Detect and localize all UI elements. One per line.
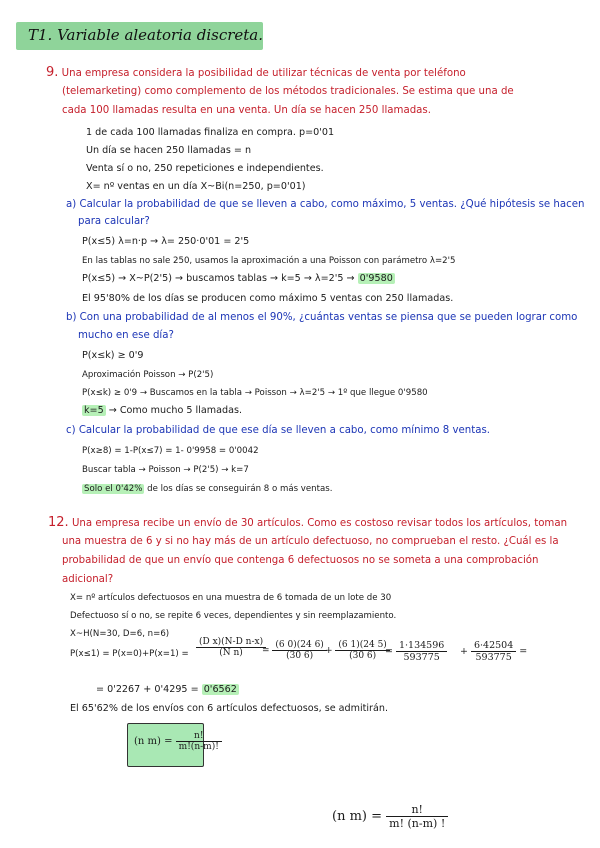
ex9-data-line: 1 de cada 100 llamadas finaliza en compra. p=0'01: [86, 127, 335, 138]
binomial-formula: (n m) = $\frac{n!}{m!(n-m)!}$: [134, 731, 222, 752]
ex9-c-work-line: P(x≥8) = 1-P(x≤7) = 1- 0'9958 = 0'0042: [82, 446, 259, 456]
ex9-a-question-line: para calcular?: [78, 216, 150, 227]
ex9-b-result-line: k=5 → Como mucho 5 llamadas.: [84, 405, 242, 416]
ex9-b-work-line: P(x≤k) ≥ 0'9 → Buscamos en la tabla → Poisson → λ=2'5 → 1º que llegue 0'9580: [82, 388, 428, 398]
ex9-b-question-line: mucho en ese día?: [78, 330, 174, 341]
ex12-result: 0'6562: [203, 684, 237, 695]
ex9-a-question: a) Calcular la probabilidad de que se lleven a cabo, como máximo, 5 ventas. ¿Qué hipótesis se hacen: [66, 199, 585, 210]
ex9-c-conclusion-line: Solo el 0'42% de los días se conseguirán 8 o más ventas.: [84, 484, 333, 494]
page-title: T1. Variable aleatoria discreta.: [28, 26, 264, 44]
ex9-b-work-line: Aproximación Poisson → P(2'5): [82, 370, 214, 380]
ex9-a-work-line: P(x≤5) → X~P(2'5) → buscamos tablas → k=5 → λ=2'5 → 0'9580: [82, 273, 393, 284]
term-x1: + $\frac{(6 1)(24 5)}{(30 6)}$: [325, 640, 390, 661]
ex9-number: 9.: [46, 65, 59, 80]
ex12-work-line: X~H(N=30, D=6, n=6): [70, 629, 170, 639]
ex12-number: 12.: [48, 515, 69, 530]
binomial-formula-bottom: (n m) = $\frac{n!}{m! (n-m) !}$: [332, 803, 448, 830]
ex9-c-result: Solo el 0'42%: [84, 484, 143, 494]
ex12-statement-line: adicional?: [62, 574, 114, 585]
ex9-a-work-line: P(x≤5) λ=n·p → λ= 250·0'01 = 2'5: [82, 236, 250, 247]
ex9-c-work-line: Buscar tabla → Poisson → P(2'5) → k=7: [82, 465, 249, 475]
ex9-data-line: Venta sí o no, 250 repeticiones e independientes.: [86, 163, 324, 174]
ex9-data-line: X= nº ventas en un día X~Bi(n=250, p=0'01): [86, 181, 306, 192]
ex9-b-question: b) Con una probabilidad de al menos el 90%, ¿cuántas ventas se piensa que se pueden lograr como: [66, 312, 578, 323]
ex9-b-result: k=5: [84, 405, 104, 416]
ex9-data-line: Un día se hacen 250 llamadas = n: [86, 145, 252, 156]
ex12-statement: 12. Una empresa recibe un envío de 30 artículos. Como es costoso revisar todos los artículos, toman: [48, 515, 568, 530]
numeric-term-1: = $\frac{1\cdot 134596}{593775}$: [385, 640, 447, 663]
ex9-a-work-line: En las tablas no sale 250, usamos la aproximación a una Poisson con parámetro λ=2'5: [82, 256, 456, 266]
ex9-statement-line: (telemarketing) como complemento de los métodos tradicionales. Se estima que una de: [62, 86, 514, 97]
ex9-a-result: 0'9580: [359, 273, 393, 284]
term-x0: = $\frac{(6 0)(24 6)}{(30 6)}$: [262, 640, 327, 661]
ex9-statement: 9. Una empresa considera la posibilidad de utilizar técnicas de venta por teléfono: [46, 65, 466, 80]
ex12-work-line: Defectuoso sí o no, se repite 6 veces, dependientes y sin reemplazamiento.: [70, 611, 397, 621]
numeric-term-2: + $\frac{6\cdot 42504}{593775}$ =: [460, 640, 528, 663]
ex12-statement-line: probabilidad de que un envío que contenga 6 defectuosos no se someta a una comprobación: [62, 555, 539, 566]
ex12-sum-line: = 0'2267 + 0'4295 = 0'6562: [96, 684, 237, 695]
ex9-a-conclusion: El 95'80% de los días se producen como máximo 5 ventas con 250 llamadas.: [82, 293, 454, 304]
ex9-statement-line: cada 100 llamadas resulta en una venta. Un día se hacen 250 llamadas.: [62, 105, 431, 116]
ex12-statement-line: una muestra de 6 y si no hay más de un artículo defectuoso, no comprueban el resto. ¿Cuál es la: [62, 536, 559, 547]
ex12-prob-lhs: P(x≤1) = P(x=0)+P(x=1) =: [70, 649, 189, 659]
ex9-b-work-line: P(x≤k) ≥ 0'9: [82, 350, 144, 361]
ex12-work-line: X= nº artículos defectuosos en una muestra de 6 tomada de un lote de 30: [70, 593, 392, 603]
ex9-c-question: c) Calcular la probabilidad de que ese día se lleven a cabo, como mínimo 8 ventas.: [66, 425, 491, 436]
ex12-conclusion: El 65'62% de los envíos con 6 artículos defectuosos, se admitirán.: [70, 703, 389, 714]
hypergeometric-general: $\frac{\text{(D x)(N-D n-x)}}{\text{(N n)}}$: [196, 637, 266, 658]
